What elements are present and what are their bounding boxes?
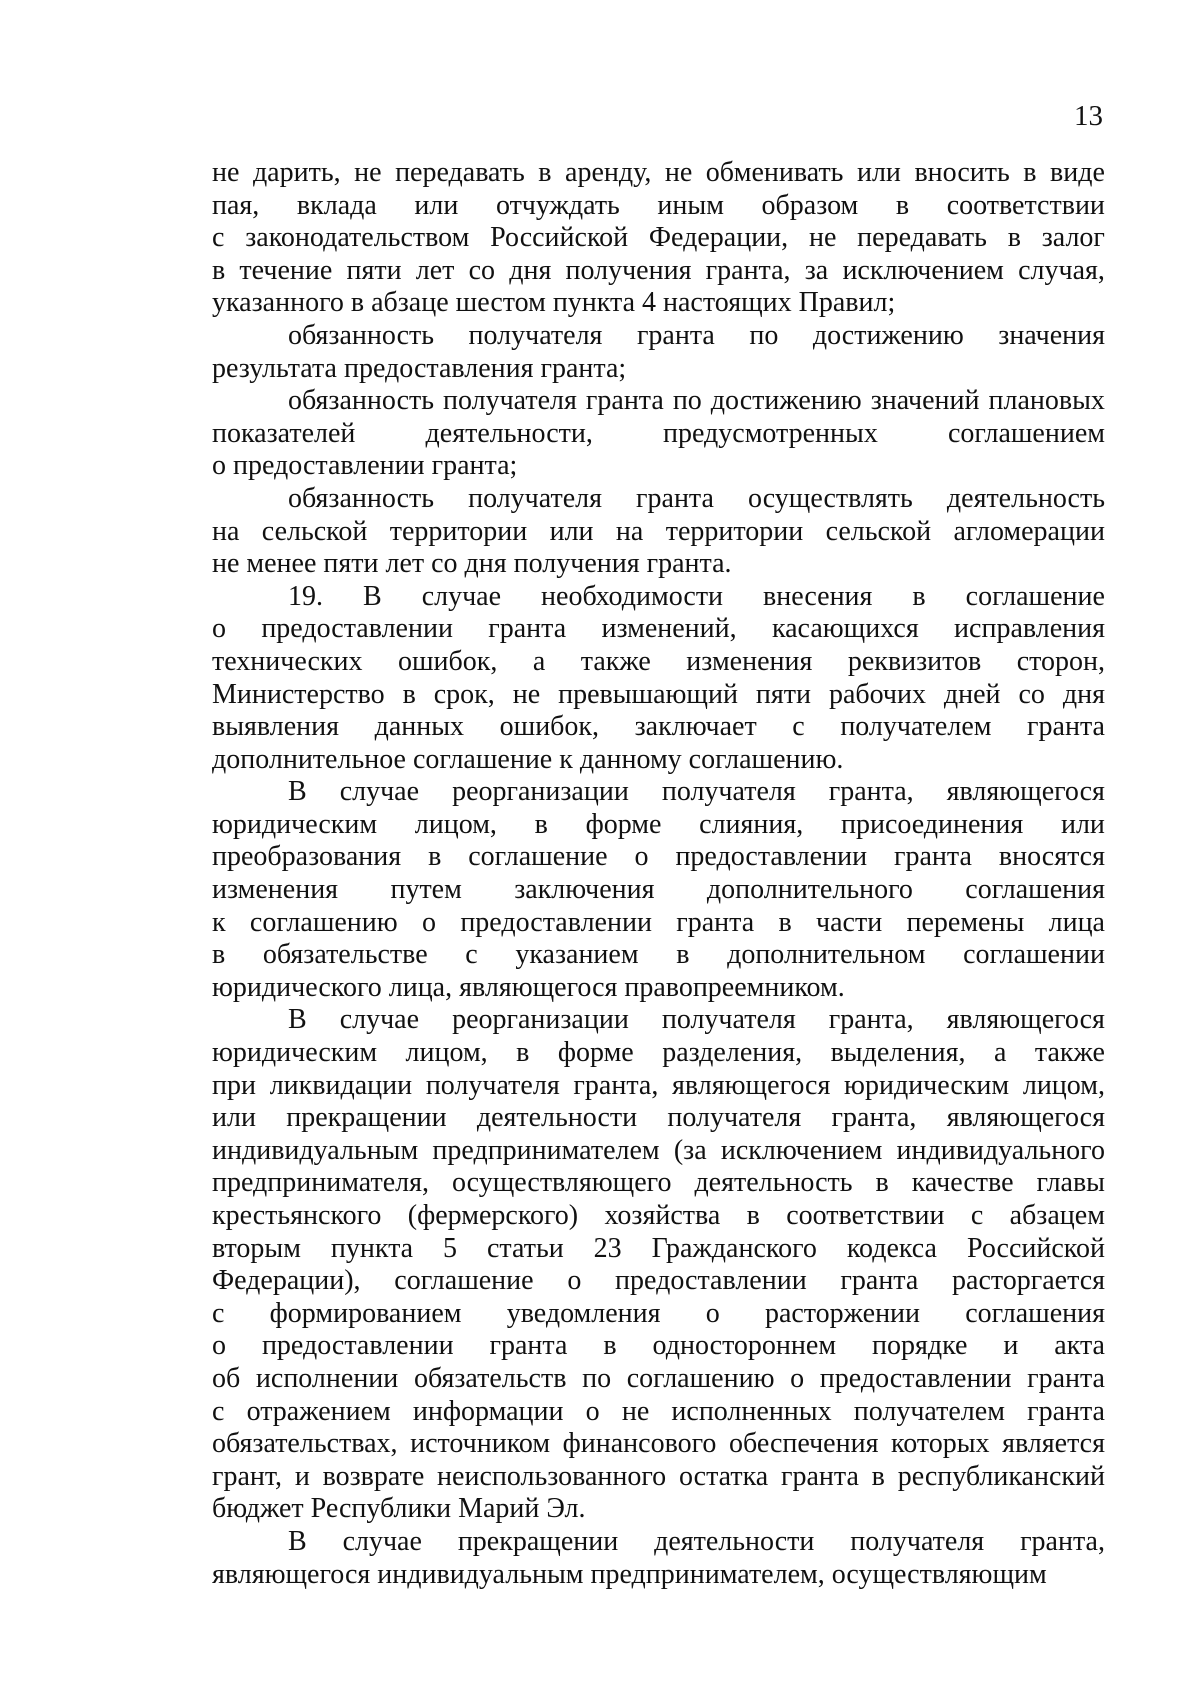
text-line: вторым пункта 5 статьи 23 Гражданского кодекса Российской	[212, 1232, 1105, 1264]
text-line: или прекращении деятельности получателя гранта, являющегося	[212, 1102, 1105, 1134]
text-line: обязательствах, источником финансового обеспечения которых является	[212, 1428, 1105, 1460]
paragraph	[212, 1004, 1105, 1526]
text-line: дополнительное соглашение к данному соглашению.	[212, 743, 844, 775]
paragraph	[212, 385, 1105, 483]
page-number: 13	[1074, 100, 1103, 132]
text-line: 19. В случае необходимости внесения в соглашение	[288, 580, 1105, 612]
text-line: В случае прекращении деятельности получателя гранта,	[288, 1525, 1105, 1557]
text-line: обязанность получателя гранта по достижению значения	[288, 319, 1105, 351]
paragraph	[212, 776, 1105, 1004]
text-line: на сельской территории или на территории сельской агломерации	[212, 515, 1105, 547]
text-line: бюджет Республики Марий Эл.	[212, 1493, 586, 1525]
text-line: не дарить, не передавать в аренду, не обменивать или вносить в виде	[212, 157, 1105, 188]
text-line: технических ошибок, а также изменения реквизитов сторон,	[212, 645, 1105, 677]
paragraph	[212, 320, 1105, 385]
text-line: выявления данных ошибок, заключает с получателем гранта	[212, 711, 1105, 743]
text-line: юридическим лицом, в форме слияния, присоединения или	[212, 808, 1105, 840]
text-line: Федерации), соглашение о предоставлении гранта расторгается	[212, 1265, 1105, 1297]
paragraph	[212, 157, 1105, 320]
text-line: не менее пяти лет со дня получения гранта.	[212, 548, 732, 580]
text-line: с формированием уведомления о расторжении соглашения	[212, 1297, 1105, 1329]
paragraph	[212, 483, 1105, 581]
text-line: обязанность получателя гранта по достижению значений плановых	[288, 385, 1105, 417]
text-line: грант, и возврате неиспользованного остатка гранта в республиканский	[212, 1460, 1105, 1492]
text-line: преобразования в соглашение о предоставлении гранта вносятся	[212, 841, 1105, 873]
text-line: указанного в абзаце шестом пункта 4 настоящих Правил;	[212, 287, 896, 319]
paragraph	[212, 581, 1105, 777]
text-line: В случае реорганизации получателя гранта, являющегося	[288, 1004, 1105, 1036]
text-line: индивидуальным предпринимателем (за исключением индивидуального	[212, 1134, 1105, 1166]
text-line: пая, вклада или отчуждать иным образом в соответствии	[212, 189, 1105, 221]
text-line: предпринимателя, осуществляющего деятельность в качестве главы	[212, 1167, 1105, 1199]
text-line: В случае реорганизации получателя гранта, являющегося	[288, 776, 1105, 808]
text-line: являющегося индивидуальным предпринимателем, осуществляющим	[212, 1558, 1047, 1590]
text-line: в течение пяти лет со дня получения гранта, за исключением случая,	[212, 254, 1105, 286]
text-line: при ликвидации получателя гранта, являющегося юридическим лицом,	[212, 1069, 1105, 1101]
text-line: с законодательством Российской Федерации, не передавать в залог	[212, 222, 1105, 254]
text-line: юридического лица, являющегося правопреемником.	[212, 971, 845, 1003]
text-line: обязанность получателя гранта осуществлять деятельность	[288, 482, 1105, 514]
text-line: юридическим лицом, в форме разделения, выделения, а также	[212, 1037, 1105, 1069]
text-line: Министерство в срок, не превышающий пяти рабочих дней со дня	[212, 678, 1105, 710]
text-line: результата предоставления гранта;	[212, 352, 627, 384]
text-line: изменения путем заключения дополнительного соглашения	[212, 874, 1105, 906]
text-line: о предоставлении гранта;	[212, 450, 518, 482]
document-body	[212, 157, 1105, 1591]
text-line: крестьянского (фермерского) хозяйства в соответствии с абзацем	[212, 1200, 1105, 1231]
text-line: с отражением информации о не исполненных получателем гранта	[212, 1395, 1105, 1427]
paragraph	[212, 1526, 1105, 1591]
text-line: к соглашению о предоставлении гранта в части перемены лица	[212, 906, 1105, 938]
text-line: показателей деятельности, предусмотренных соглашением	[212, 417, 1105, 449]
text-line: в обязательстве с указанием в дополнительном соглашении	[212, 939, 1105, 971]
text-line: о предоставлении гранта в одностороннем порядке и акта	[212, 1330, 1105, 1362]
text-line: об исполнении обязательств по соглашению о предоставлении гранта	[212, 1362, 1105, 1394]
text-line: о предоставлении гранта изменений, касающихся исправления	[212, 613, 1105, 645]
